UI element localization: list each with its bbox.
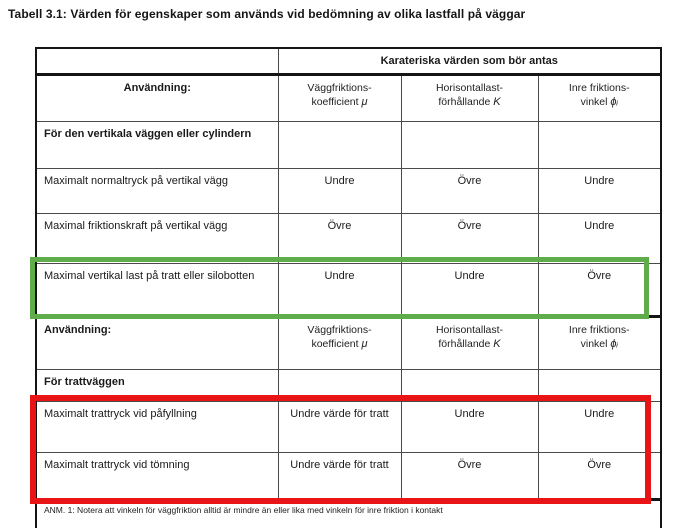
empty-corner-cell [36,48,278,74]
cell-value: Övre [401,213,538,263]
row-label: Maximalt trattryck vid påfyllning [36,401,278,452]
column-header-row [36,316,661,369]
cell-value: Undre [538,168,661,213]
wall-friction-header: Väggfriktions- koefficient μ [278,74,401,121]
internal-friction-header: Inre friktions- vinkel ϕᵢ [538,74,661,121]
table-footnote: ANM. 1: Notera att vinkeln för väggfriktion alltid är mindre än eller lika med vinkeln för inre friktion i kontakt [36,499,661,528]
cell-value: Övre [401,452,538,499]
cell-value: Undre värde för tratt [278,401,401,452]
section-hopper-wall: För trattväggen [36,369,278,401]
horizontal-load-header: Horisontallast- förhållande K [401,74,538,121]
characteristic-values-header: Karateriska värden som bör antas [278,48,661,74]
k-symbol: K [493,338,501,351]
wall-friction-header: Väggfriktions- koefficient μ [278,316,401,369]
cell-value: Undre [278,168,401,213]
k-symbol: K [493,96,501,109]
phi-symbol: ϕᵢ [610,338,618,351]
table-row-highlighted-green [36,263,661,316]
table-row [36,168,661,213]
cell-value: Övre [538,452,661,499]
cell-value: Undre [278,263,401,316]
horizontal-load-header: Horisontallast- förhållande K [401,316,538,369]
cell-value: Undre [538,401,661,452]
usage-header: Användning: [36,316,278,369]
cell-value: Undre [538,213,661,263]
mu-symbol: μ [361,338,368,351]
mu-symbol: μ [361,96,368,109]
cell-value: Övre [278,213,401,263]
phi-symbol: ϕᵢ [610,96,618,109]
cell-value: Övre [401,168,538,213]
footnote-row [36,499,661,528]
cell-value: Övre [538,263,661,316]
cell-value: Undre värde för tratt [278,452,401,499]
cell-value: Undre [401,401,538,452]
table-row-highlighted-red [36,452,661,499]
usage-header: Användning: [36,74,278,121]
row-label: Maximalt normaltryck på vertikal vägg [36,168,278,213]
cell-value: Undre [401,263,538,316]
section-vertical-wall: För den vertikala väggen eller cylindern [36,121,278,168]
table-row-highlighted-red [36,401,661,452]
column-header-row [36,74,661,121]
row-label: Maximal friktionskraft på vertikal vägg [36,213,278,263]
table-row [36,213,661,263]
table-row [36,48,661,74]
table-caption: Tabell 3.1: Värden för egenskaper som används vid bedömning av olika lastfall på väggar [8,7,526,21]
table-row [36,369,661,401]
silo-load-cases-table [35,47,662,528]
table-row [36,121,661,168]
row-label: Maximalt trattryck vid tömning [36,452,278,499]
internal-friction-header: Inre friktions- vinkel ϕᵢ [538,316,661,369]
row-label: Maximal vertikal last på tratt eller silobotten [36,263,278,316]
